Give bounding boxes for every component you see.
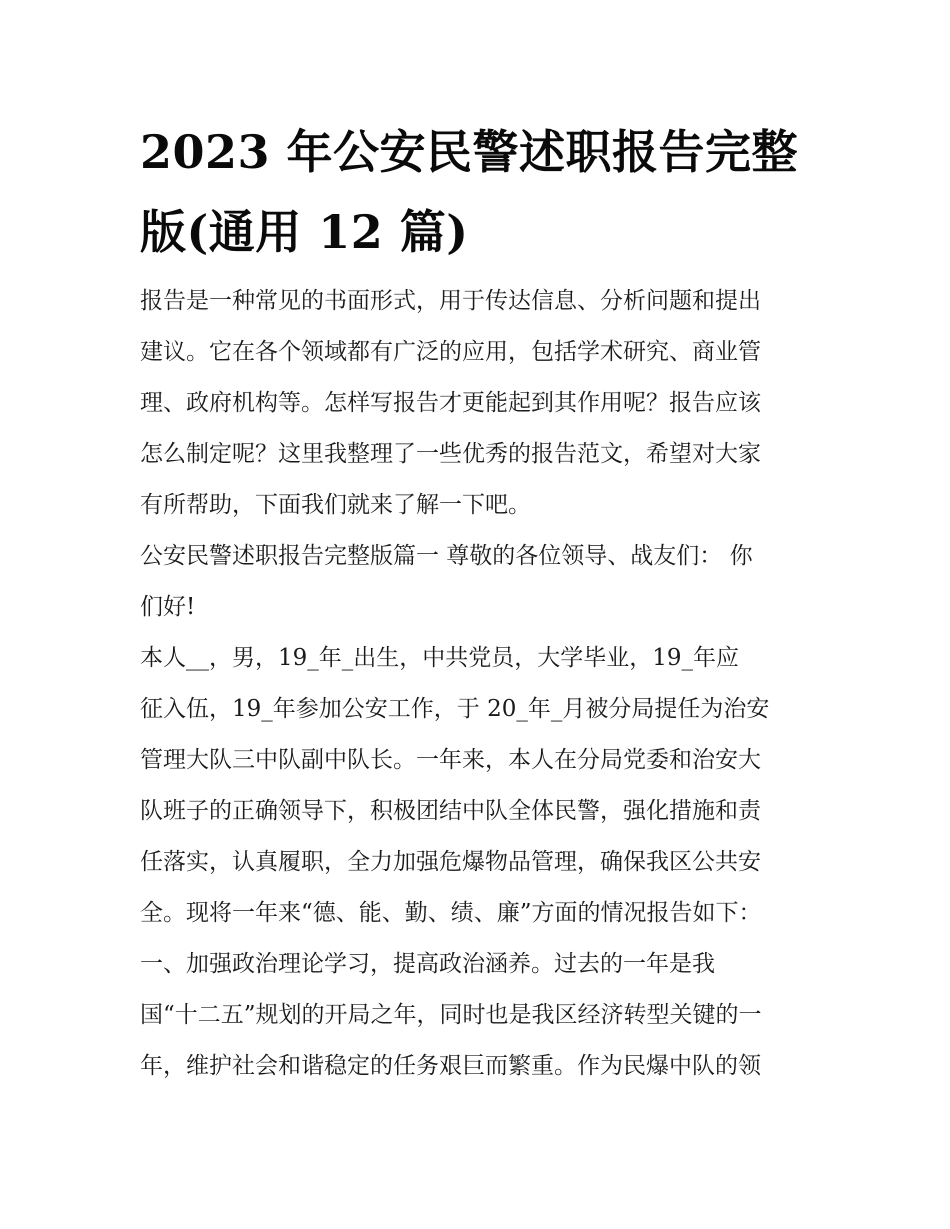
- title-line: 版(通用 12 篇): [140, 205, 469, 259]
- body-line: 国“十二五”规划的开局之年，同时也是我区经济转型关键的一: [140, 1002, 762, 1028]
- body-line: 年，维护社会和谐稳定的任务艰巨而繁重。作为民爆中队的领: [140, 1053, 761, 1079]
- document-title: [140, 112, 820, 272]
- body-line: 本人__，男，19_年_出生，中共党员，大学毕业，19_年应: [140, 645, 740, 671]
- body-line: 理、政府机构等。怎样写报告才更能起到其作用呢？报告应该: [140, 390, 761, 416]
- title-line: 2023 年公安民警述职报告完整: [140, 125, 799, 179]
- body-line: 征入伍，19_年参加公安工作，于 20_年_月被分局提任为治安: [140, 696, 770, 722]
- body-line: 建议。它在各个领域都有广泛的应用，包括学术研究、商业管: [140, 339, 761, 365]
- body-line: 有所帮助，下面我们就来了解一下吧。: [140, 492, 531, 518]
- body-line: 们好!: [140, 594, 196, 620]
- body-line: 任落实，认真履职，全力加强危爆物品管理，确保我区公共安: [140, 849, 761, 875]
- body-line: 管理大队三中队副中队长。一年来，本人在分局党委和治安大: [140, 747, 761, 773]
- body-line: 公安民警述职报告完整版篇一 尊敬的各位领导、战友们： 你: [140, 543, 753, 569]
- document-body: [140, 276, 815, 1092]
- body-line: 怎么制定呢？这里我整理了一些优秀的报告范文，希望对大家: [140, 441, 761, 467]
- body-line: 队班子的正确领导下，积极团结中队全体民警，强化措施和责: [140, 798, 761, 824]
- body-line: 一、加强政治理论学习，提高政治涵养。过去的一年是我: [140, 951, 715, 977]
- body-line: 全。现将一年来“德、能、勤、绩、廉”方面的情况报告如下：: [140, 900, 762, 926]
- body-line: 报告是一种常见的书面形式，用于传达信息、分析问题和提出: [140, 288, 761, 314]
